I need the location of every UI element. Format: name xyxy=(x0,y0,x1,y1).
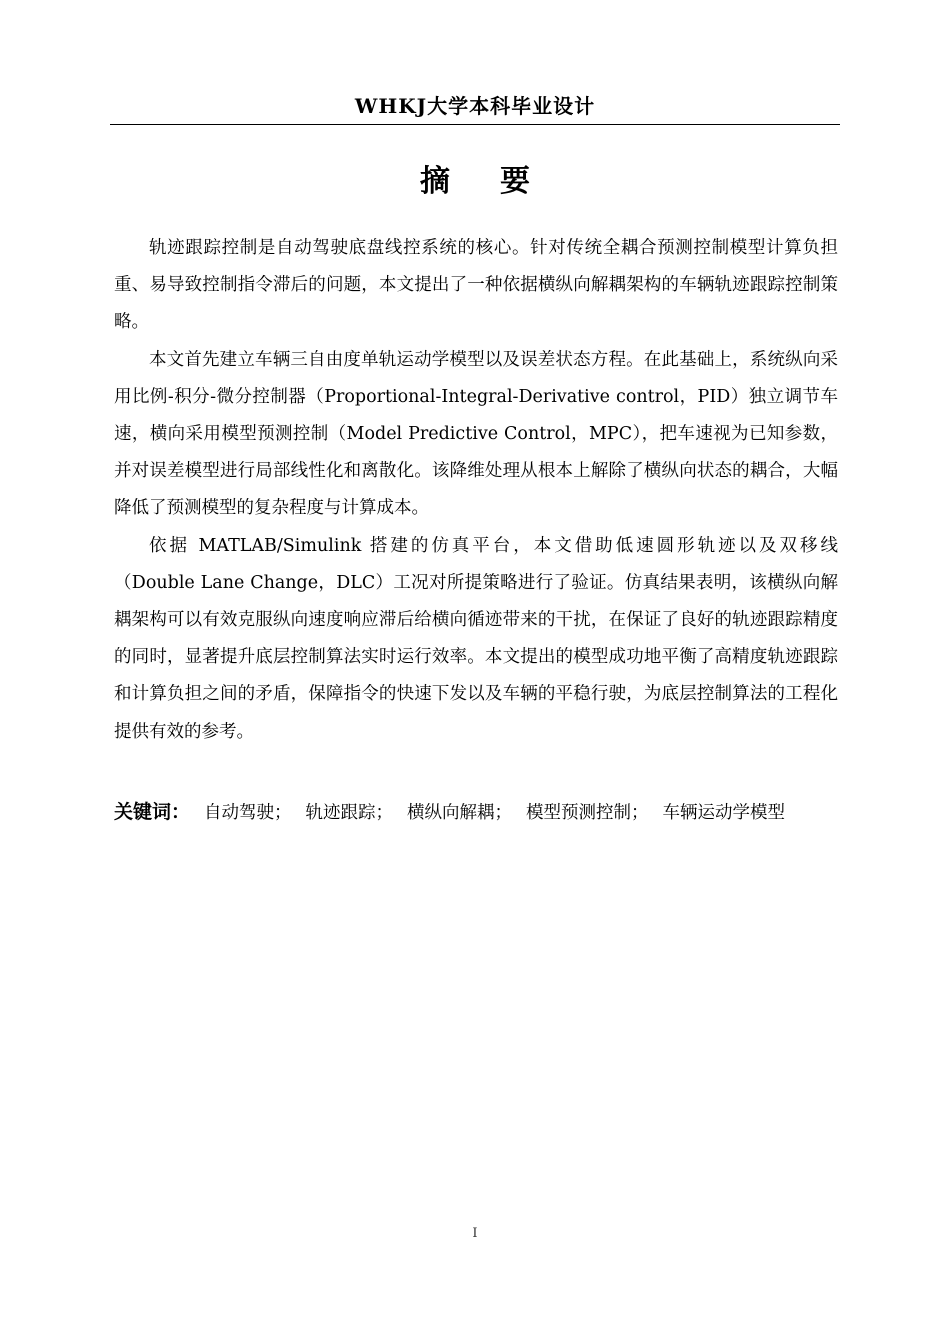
abstract-paragraph-3: 依据 MATLAB/Simulink 搭建的仿真平台，本文借助低速圆形轨迹以及双移线（Double Lane Change，DLC）工况对所提策略进行了验证。仿真结果表明，该横纵向解耦架构可以有效克服纵向速度响应滞后给横向循迹带来的干扰，在保证了良好的轨迹跟踪精度的同时，显著提升底层控制算法实时运行效率。本文提出的模型成功地平衡了高精度轨迹跟踪和计算负担之间的矛盾，保障指令的快速下发以及车辆的平稳行驶，为底层控制算法的工程化提供有效的参考。 xyxy=(114,535,838,742)
keyword-item: 轨迹跟踪； xyxy=(305,803,394,823)
header-divider xyxy=(110,124,840,125)
keywords-label: 关键词： xyxy=(114,801,191,823)
keywords-line xyxy=(114,797,838,828)
keyword-item: 自动驾驶； xyxy=(204,803,292,823)
abstract-paragraph-2: 本文首先建立车辆三自由度单轨运动学模型以及误差状态方程。在此基础上，系统纵向采用比例-积分-微分控制器（Proportional-Integral-Derivative control，PID）独立调节车速，横向采用模型预测控制（Model Predictive Control，MPC），把车速视为已知参数，并对误差模型进行局部线性化和离散化。该降维处理从根本上解除了横纵向状态的耦合，大幅降低了预测模型的复杂程度与计算成本。 xyxy=(114,349,838,519)
title-char-1: 摘 xyxy=(420,164,450,199)
keyword-item: 车辆运动学模型 xyxy=(662,803,786,823)
abstract-body xyxy=(114,230,838,751)
title-char-2: 要 xyxy=(500,164,530,199)
abstract-paragraph-1: 轨迹跟踪控制是自动驾驶底盘线控系统的核心。针对传统全耦合预测控制模型计算负担重、易导致控制指令滞后的问题，本文提出了一种依据横纵向解耦架构的车辆轨迹跟踪控制策略。 xyxy=(114,238,838,333)
page-number: I xyxy=(472,1226,478,1241)
keyword-item: 横纵向解耦； xyxy=(407,803,513,823)
abstract-title xyxy=(0,156,950,200)
keyword-item: 模型预测控制； xyxy=(526,803,649,823)
page-header: WHKJ大学本科毕业设计 xyxy=(354,94,596,118)
